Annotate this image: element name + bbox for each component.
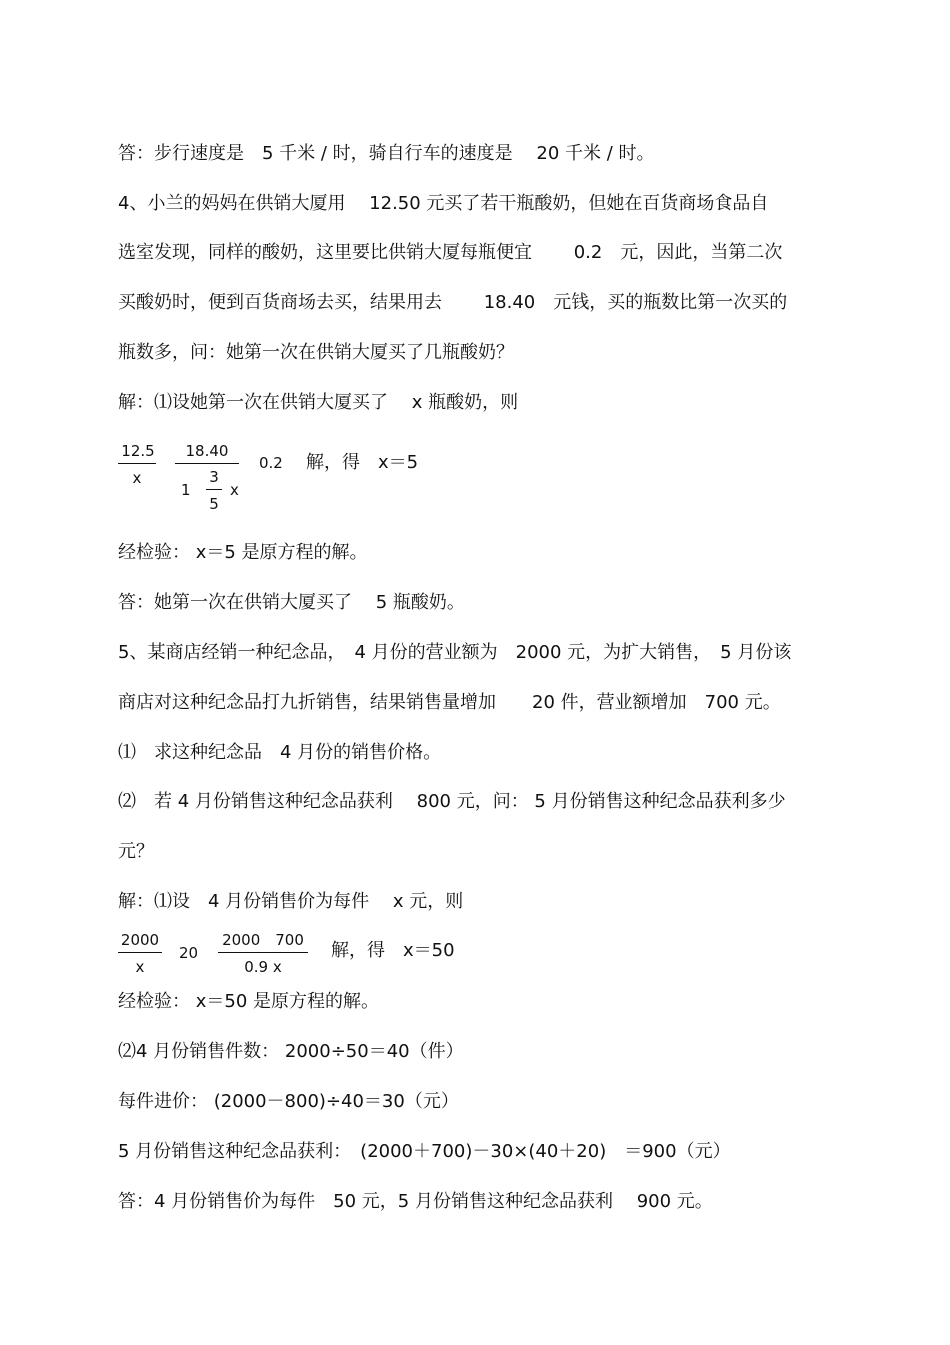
check-line-1: 经检验： x＝5 是原方程的解。	[118, 542, 368, 563]
eq2-fraction1-bar	[118, 952, 162, 953]
eq1-inner-numerator: 3	[209, 468, 219, 486]
problem-4-line-4: 瓶数多，问：她第一次在供销大厦买了几瓶酸奶？	[118, 342, 514, 363]
eq1-result: 解，得 x＝5	[306, 452, 419, 473]
eq1-fraction1-bar	[118, 463, 156, 464]
eq1-fraction1-numerator: 12.5	[121, 442, 155, 460]
solution-4-intro: 解：⑴设她第一次在供销大厦买了 x 瓶酸奶，则	[118, 392, 519, 413]
eq1-fraction2-bar	[175, 463, 239, 464]
problem-5-part-2: ⑵ 若 4 月份销售这种纪念品获利 800 元，问： 5 月份销售这种纪念品获利多少	[118, 791, 786, 812]
problem-4-line-2: 选室发现，同样的酸奶，这里要比供销大厦每瓶便宜 0.2 元，因此，当第二次	[118, 242, 783, 263]
eq2-fraction1-denominator: x	[135, 958, 145, 976]
eq2-fraction2-denominator: 0.9 x	[244, 958, 282, 976]
eq1-fraction2-denominator-var: x	[230, 481, 239, 499]
eq1-constant: 0.2	[259, 454, 283, 472]
profit-line: 5 月份销售这种纪念品获利： (2000＋700)－30×(40＋20) ＝900（元）	[118, 1141, 731, 1162]
eq1-fraction2-numerator: 18.40	[185, 442, 229, 460]
eq2-middle-term: 20	[179, 944, 199, 962]
check-line-2: 经检验： x＝50 是原方程的解。	[118, 991, 379, 1012]
problem-5-part-2-cont: 元？	[118, 841, 154, 862]
sales-count-line: ⑵4 月份销售件数： 2000÷50＝40（件）	[118, 1041, 464, 1062]
cost-price-line: 每件进价： (2000－800)÷40＝30（元）	[118, 1091, 459, 1112]
problem-5-line-1: 5、某商店经销一种纪念品， 4 月份的营业额为 2000 元，为扩大销售， 5 月份该	[118, 642, 792, 663]
problem-4-line-1: 4、小兰的妈妈在供销大厦用 12.50 元买了若干瓶酸奶，但她在百货商场食品自	[118, 193, 769, 214]
problem-4-line-3: 买酸奶时，便到百货商场去买，结果用去 18.40 元钱，买的瓶数比第一次买的	[118, 292, 788, 313]
eq2-fraction2-numerator: 2000 700	[222, 931, 304, 949]
eq2-fraction1-numerator: 2000	[120, 931, 160, 949]
answer-line-1: 答：步行速度是 5 千米 / 时，骑自行车的速度是 20 千米 / 时。	[118, 143, 655, 164]
eq2-result: 解，得 x＝50	[331, 940, 455, 961]
solution-5-intro: 解：⑴设 4 月份销售价为每件 x 元，则	[118, 891, 464, 912]
eq1-fraction2-denominator-whole: 1	[181, 481, 191, 499]
eq1-inner-denominator: 5	[209, 495, 219, 513]
answer-4: 答：她第一次在供销大厦买了 5 瓶酸奶。	[118, 592, 465, 613]
eq1-fraction1-denominator: x	[132, 469, 142, 487]
problem-5-line-2: 商店对这种纪念品打九折销售，结果销售量增加 20 件，营业额增加 700 元。	[118, 692, 781, 713]
eq1-inner-bar	[206, 489, 222, 490]
problem-5-part-1: ⑴ 求这种纪念品 4 月份的销售价格。	[118, 742, 442, 763]
eq2-fraction2-bar	[218, 952, 308, 953]
answer-5: 答：4 月份销售价为每件 50 元，5 月份销售这种纪念品获利 900 元。	[118, 1191, 713, 1212]
